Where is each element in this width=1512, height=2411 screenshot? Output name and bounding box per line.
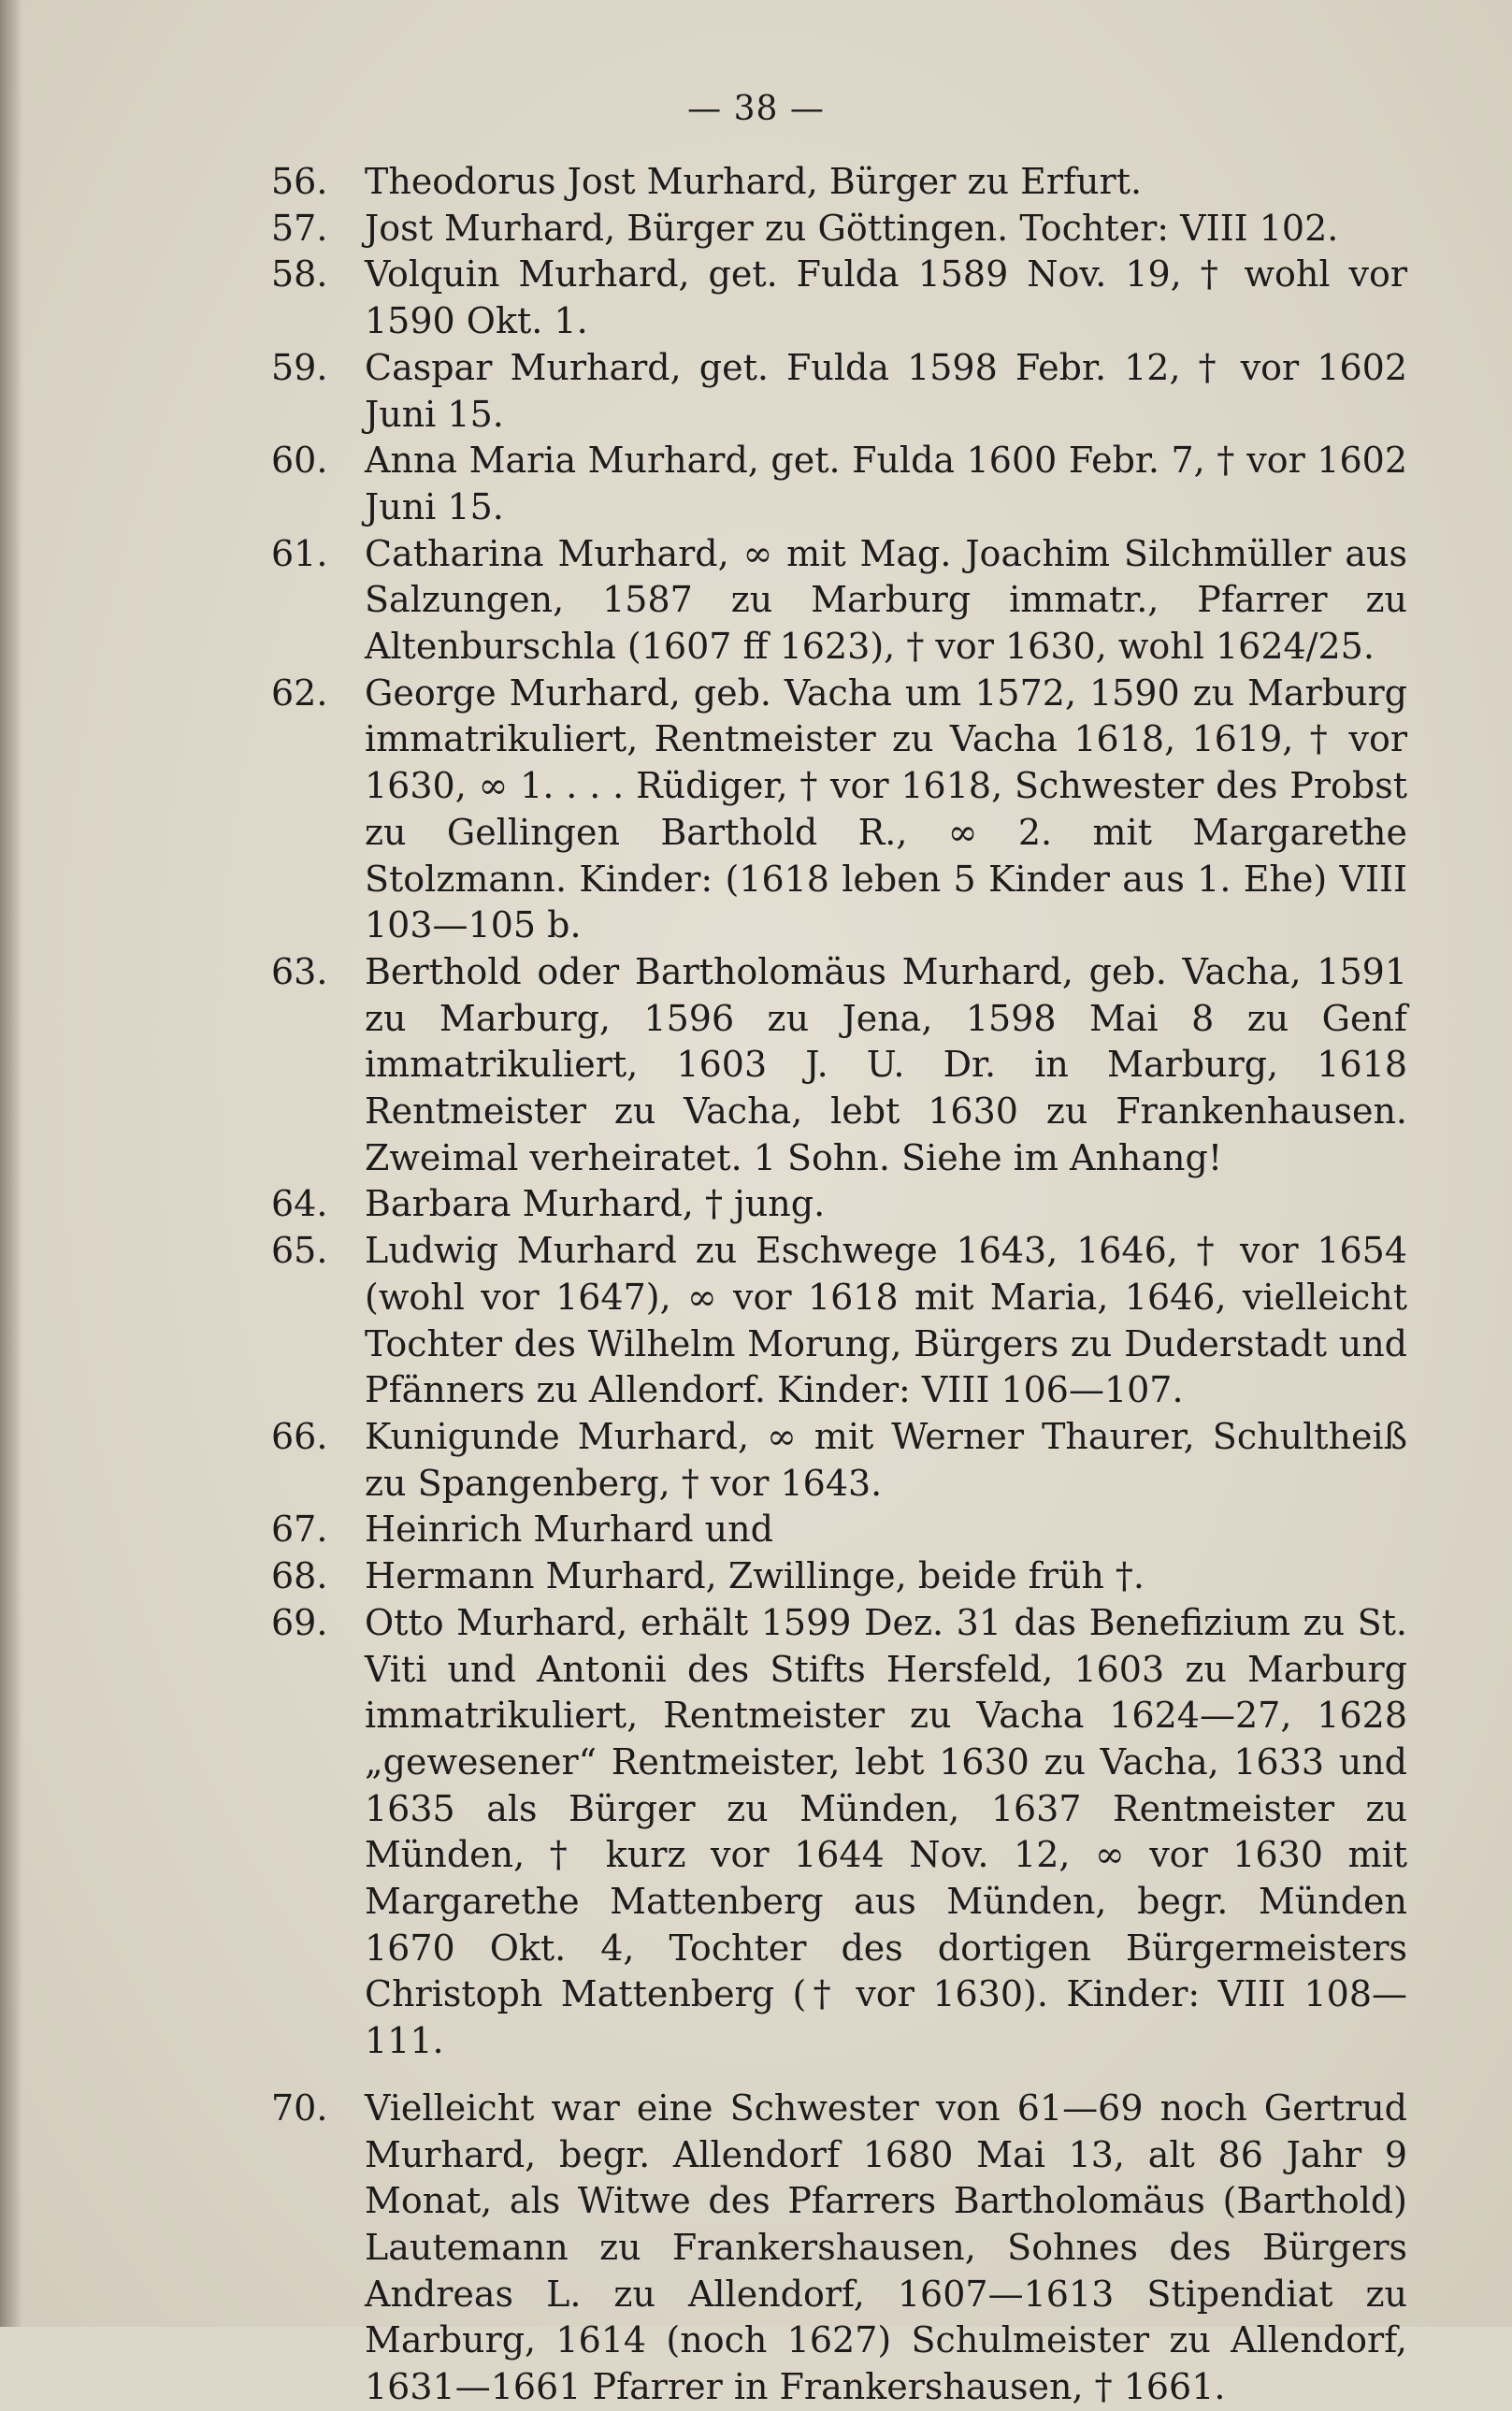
entry-text: Kunigunde Murhard, ∞ mit Werner Thaurer, Schultheiß zu Spangenberg, † vor 1643.	[365, 1415, 1407, 1504]
entry-text: Caspar Murhard, get. Fulda 1598 Febr. 12, † vor 1602 Juni 15.	[365, 346, 1407, 435]
entry-65	[271, 1228, 1407, 1414]
entry-number: 65.	[271, 1230, 328, 1272]
entry-number: 69.	[271, 1601, 328, 1643]
entry-text: Ludwig Murhard zu Eschwege 1643, 1646, † vor 1654 (wohl vor 1647), ∞ vor 1618 mit Maria, 1646, vielleicht Tochter des Wilhelm Morung, Bürgers zu Duderstadt und Pfänners zu Allendorf. Kinder: VIII 106—107.	[365, 1230, 1407, 1411]
entry-number: 64.	[271, 1183, 328, 1225]
entry-number: 67.	[271, 1509, 328, 1551]
entry-64	[271, 1181, 1407, 1228]
entry-text: Theodorus Jost Murhard, Bürger zu Erfurt.	[365, 161, 1143, 202]
entry-text: Hermann Murhard, Zwillinge, beide früh †.	[365, 1555, 1145, 1597]
entry-67	[271, 1507, 1407, 1553]
entry-text: Vielleicht war eine Schwester von 61—69 noch Gertrud Murhard, begr. Allendorf 1680 Mai 13, alt 86 Jahr 9 Monat, als Witwe des Pfarrers Bartholomäus (Barthold) Lautemann zu Frankershausen, Sohnes des Bürgers Andreas L. zu Allendorf, 1607—1613 Stipendiat zu Marburg, 1614 (noch 1627) Schulmeister zu Allendorf, 1631—1661 Pfarrer in Frankershausen, † 1661.	[365, 2086, 1407, 2408]
entry-text: Volquin Murhard, get. Fulda 1589 Nov. 19, † wohl vor 1590 Okt. 1.	[365, 253, 1407, 342]
entry-text: George Murhard, geb. Vacha um 1572, 1590 zu Marburg immatrikuliert, Rentmeister zu Vacha 1618, 1619, † vor 1630, ∞ 1. . . . Rüdiger, † vor 1618, Schwester des Probst zu Gellingen Barthold R., ∞ 2. mit Margarethe Stolzmann. Kinder: (1618 leben 5 Kinder aus 1. Ehe) VIII 103—105 b.	[365, 671, 1407, 946]
entry-68	[271, 1553, 1407, 1600]
entry-text: Anna Maria Murhard, get. Fulda 1600 Febr. 7, † vor 1602 Juni 15.	[365, 440, 1407, 527]
entry-56	[271, 159, 1407, 206]
entry-60	[271, 438, 1407, 530]
entry-69	[271, 1600, 1407, 2065]
entry-number: 57.	[271, 207, 328, 249]
page-number: — 38 —	[687, 90, 825, 128]
entry-70	[271, 2086, 1407, 2411]
entry-number: 63.	[271, 950, 328, 992]
entry-number: 62.	[271, 671, 328, 714]
entry-66	[271, 1414, 1407, 1507]
entry-number: 58.	[271, 253, 328, 296]
entry-number: 59.	[271, 346, 328, 388]
entry-57	[271, 206, 1407, 253]
entry-63	[271, 949, 1407, 1182]
entry-text: Catharina Murhard, ∞ mit Mag. Joachim Silchmüller aus Salzungen, 1587 zu Marburg immatr., Pfarrer zu Altenburschla (1607 ff 1623), † vor 1630, wohl 1624/25.	[365, 532, 1407, 668]
entry-number: 68.	[271, 1555, 328, 1597]
entry-text: Heinrich Murhard und	[365, 1509, 773, 1551]
entry-61	[271, 531, 1407, 671]
entry-text: Jost Murhard, Bürger zu Göttingen. Tochter: VIII 102.	[365, 207, 1339, 249]
entry-62	[271, 671, 1407, 949]
entry-59	[271, 345, 1407, 438]
entry-number: 60.	[271, 440, 328, 482]
entry-number: 66.	[271, 1415, 328, 1457]
entry-number: 56.	[271, 161, 328, 202]
entry-number: 70.	[271, 2086, 328, 2129]
genealogy-entries	[271, 159, 1407, 2411]
entry-58	[271, 252, 1407, 344]
entry-text: Otto Murhard, erhält 1599 Dez. 31 das Benefizium zu St. Viti und Antonii des Stifts Hersfeld, 1603 zu Marburg immatrikuliert, Rentmeister zu Vacha 1624—27, 1628 „gewesener“ Rentmeister, lebt 1630 zu Vacha, 1633 und 1635 als Bürger zu Münden, 1637 Rentmeister zu Münden, † kurz vor 1644 Nov. 12, ∞ vor 1630 mit Margarethe Mattenberg aus Münden, begr. Münden 1670 Okt. 4, Tochter des dortigen Bürgermeisters Christoph Mattenberg († vor 1630). Kinder: VIII 108—111.	[365, 1601, 1407, 2062]
entry-number: 61.	[271, 532, 328, 574]
page-edge-shadow	[0, 0, 22, 2327]
entry-text: Berthold oder Bartholomäus Murhard, geb. Vacha, 1591 zu Marburg, 1596 zu Jena, 1598 Mai 8 zu Genf immatrikuliert, 1603 J. U. Dr. in Marburg, 1618 Rentmeister zu Vacha, lebt 1630 zu Frankenhausen. Zweimal verheiratet. 1 Sohn. Siehe im Anhang!	[365, 950, 1407, 1178]
entry-text: Barbara Murhard, † jung.	[365, 1183, 826, 1225]
